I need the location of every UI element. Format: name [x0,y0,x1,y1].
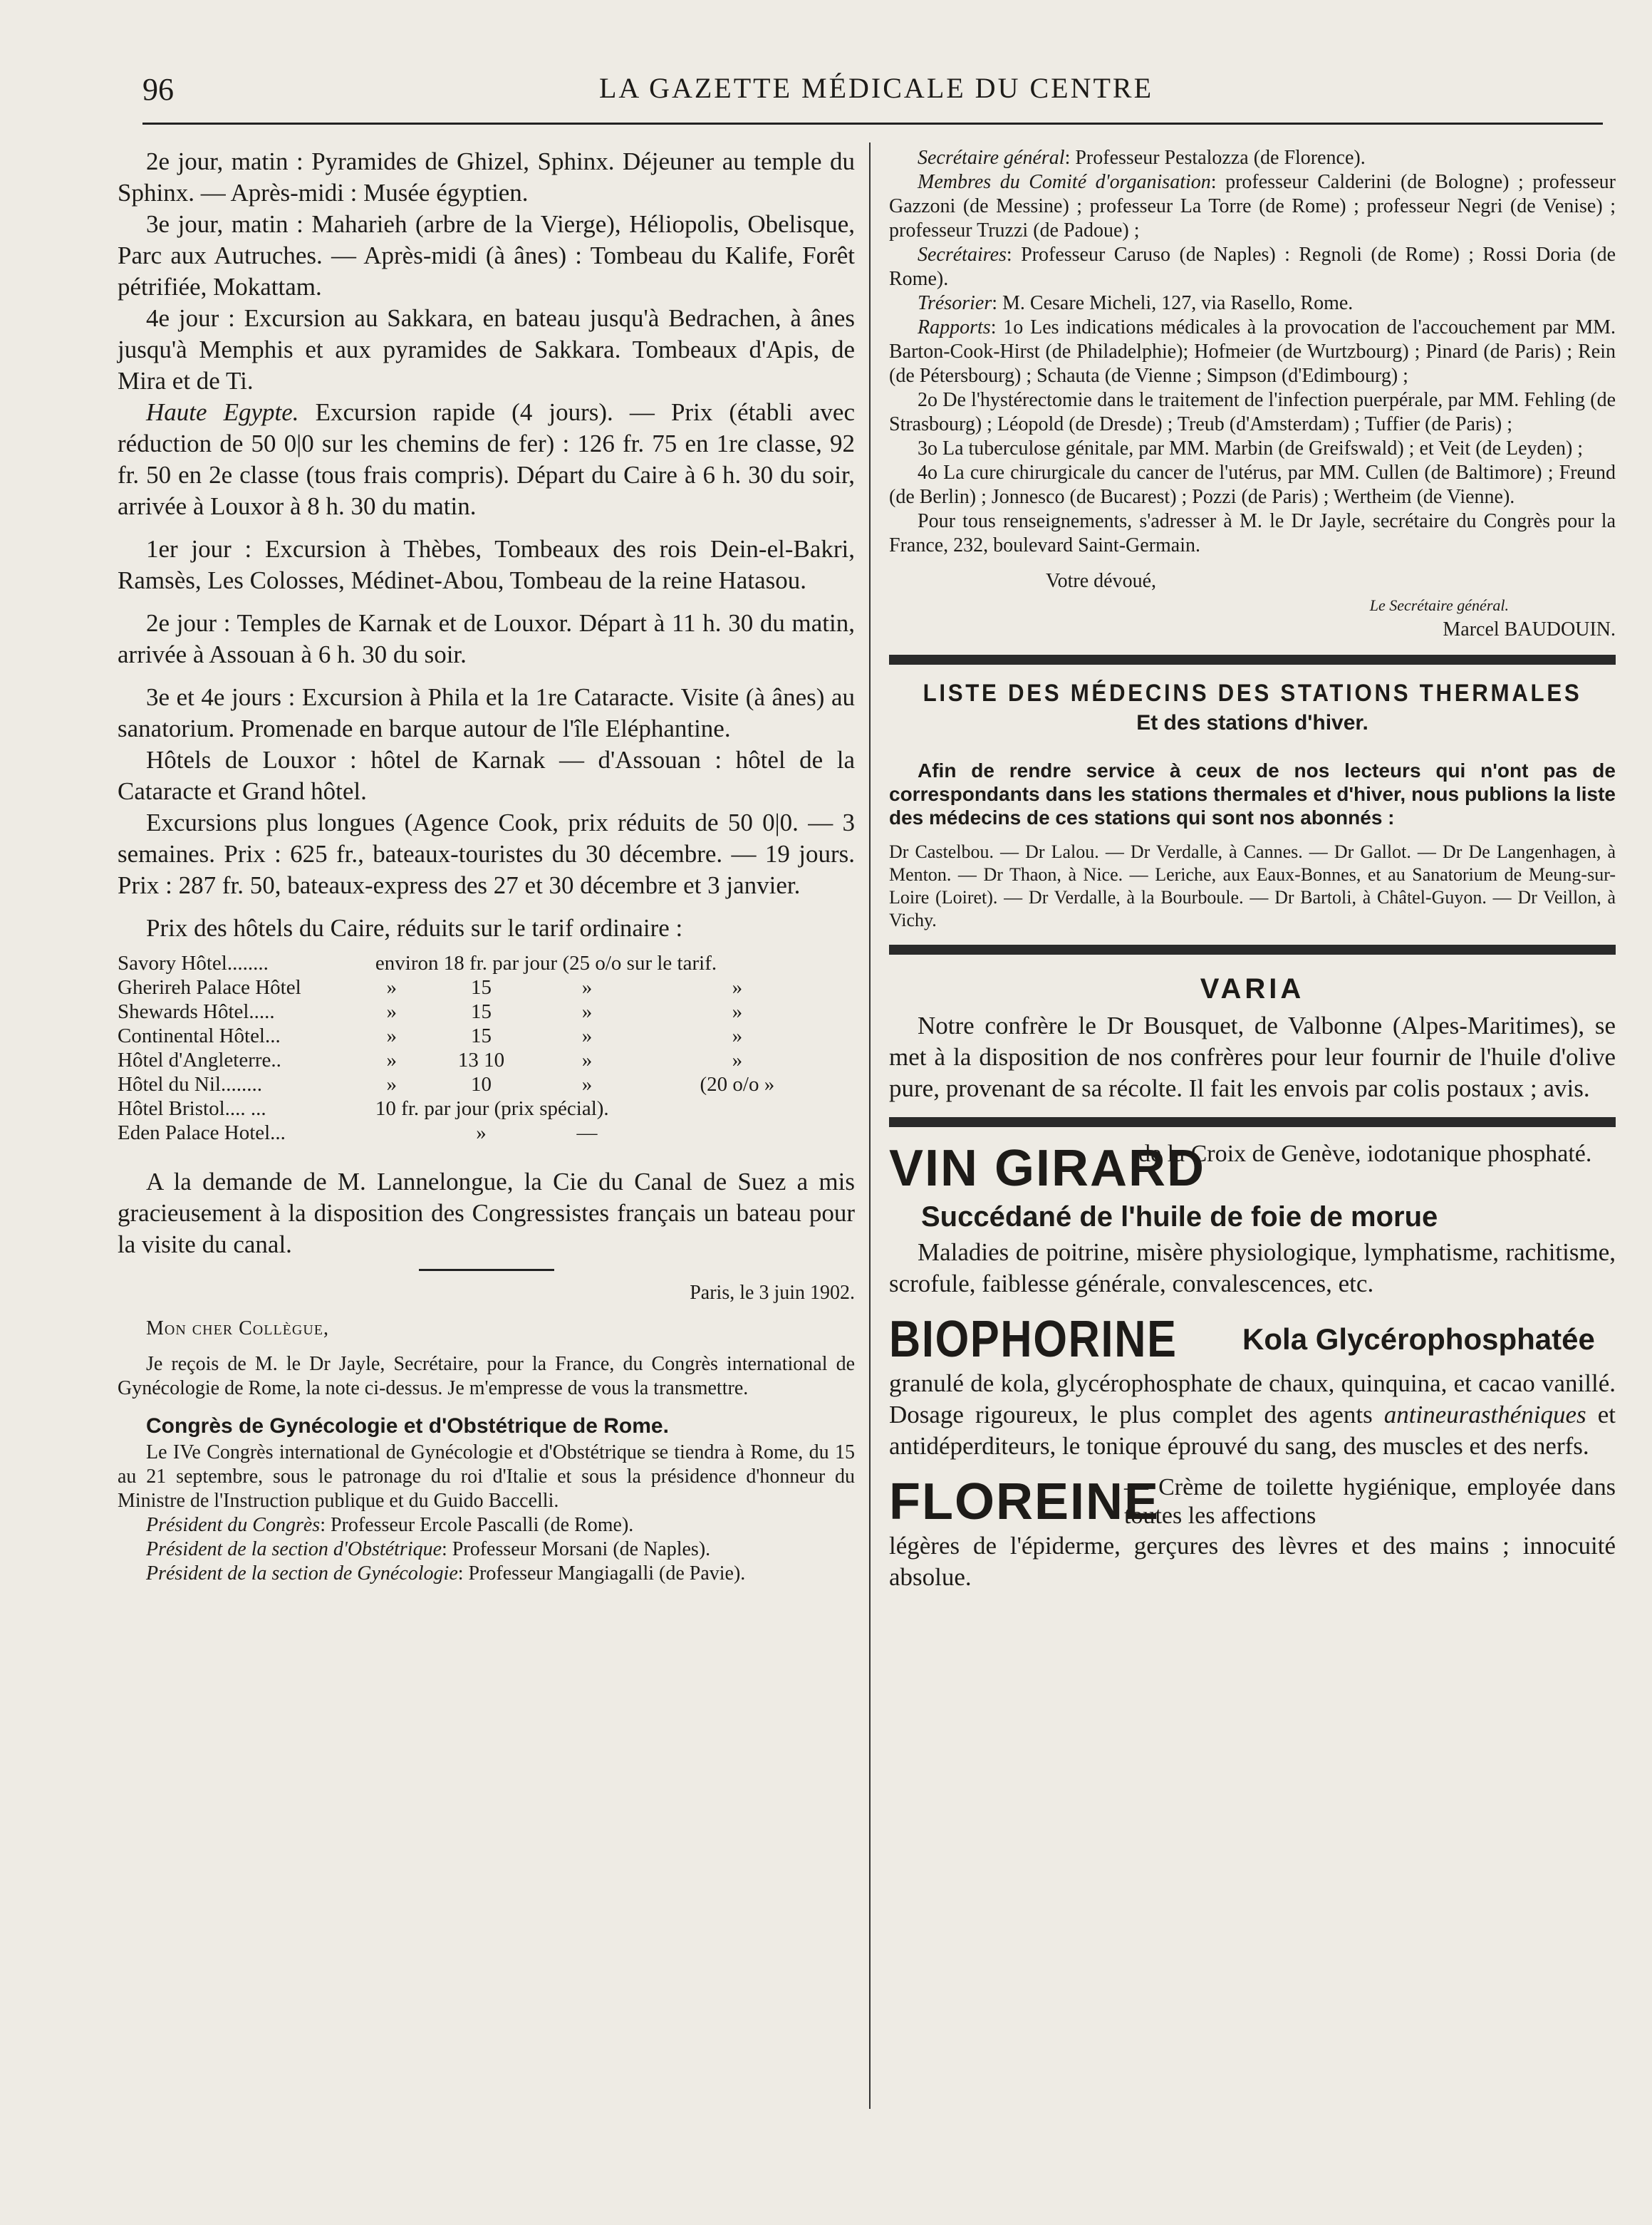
table-row: Hôtel du Nil........ » 10 » (20 o/o » [118,1073,775,1096]
ad-biophorine [889,1311,1616,1368]
list-body: Dr Castelbou. — Dr Lalou. — Dr Verdalle, à Cannes. — Dr Gallot. — Dr De Langenhagen, à Menton. — Dr Thaon, à Nice. — Leriche, aux Eaux-Bonnes, et au Sanatorium de Meung-sur-Loire (Loiret). — Dr Verdalle, à la Bourboule. — Dr Bartoli, à Châtel-Guyon. — Dr Veillon, à Vichy. [889,841,1616,930]
table-row: Continental Hôtel... » 15 » » [118,1025,743,1047]
table-row: Hôtel Bristol.... ... 10 fr. par jour (prix spécial). [118,1097,609,1120]
section-rule [889,945,1616,955]
ad-floreine-text: — Crème de toilette hygiénique, employée dans toutes les affections [1124,1474,1616,1529]
running-title: LA GAZETTE MÉDICALE DU CENTRE [598,72,1153,104]
section-rule [889,655,1616,665]
paragraph-hotel-prices: Prix des hôtels du Caire, réduits sur le tarif ordinaire : [146,914,683,942]
congress-body: Le IVe Congrès international de Gynécologie et d'Obstétrique se tiendra à Rome, du 15 au 21 septembre, sous le patronage du roi d'Italie et sous la présidence d'honneur du Ministre de l'Instruction publique et du Guido Baccelli. [118,1441,855,1512]
table-row: Eden Palace Hotel... » — [118,1121,598,1144]
president-obstetrique: Président de la section d'Obstétrique: Professeur Morsani (de Naples). [146,1538,711,1560]
table-row: Gherireh Palace Hôtel » 15 » » [118,976,743,999]
left-column [118,146,855,1586]
right-column [889,146,1616,1593]
haute-egypte-heading: Haute Egypte. [146,398,299,426]
paragraph-day3: 3e jour, matin : Maharieh (arbre de la Vierge), Héliopolis, Obelisque, Parc aux Autruches. — Après-midi (à ânes) : Tombeau du Kalife, Forêt pétrifiée, Mokattam. [118,210,855,301]
rapports-4: 4o La cure chirurgicale du cancer de l'utérus, par MM. Cullen (de Baltimore) ; Freund (de Berlin) ; Jonnesco (de Bucarest) ; Pozzi (de Paris) ; Wertheim (de Vienne). [889,462,1616,508]
page-header [142,71,1610,114]
letter-date: Paris, le 3 juin 1902. [690,1282,855,1304]
ad-vin-girard-subtitle: Succédané de l'huile de foie de morue [921,1201,1438,1233]
ad-vin-girard-text: de la Croix de Genève, iodotanique phosphaté. [1138,1141,1592,1167]
table-row: Hôtel d'Angleterre.. » 13 10 » » [118,1049,743,1072]
rapports-3: 3o La tuberculose génitale, par MM. Marbin (de Greifswald) ; et Veit (de Leyden) ; [918,437,1584,460]
president-gynecologie: Président de la section de Gynécologie: Professeur Mangiagalli (de Pavie). [146,1562,746,1585]
membres-comite: Membres du Comité d'organisation: professeur Calderini (de Bologne) ; professeur Gazzoni (de Messine) ; professeur La Torre (de Rome) ; professeur Negri (de Venise) ; professeur Truzzi (de Padoue) ; [889,171,1616,242]
congress-title: Congrès de Gynécologie et d'Obstétrique de Rome. [146,1414,669,1438]
paragraph-hotels-louxor: Hôtels de Louxor : hôtel de Karnak — d'Assouan : hôtel de la Cataracte et Grand hôtel. [118,746,855,805]
varia-title: VARIA [1200,973,1305,1005]
section-rule [889,1117,1616,1127]
varia-body: Notre confrère le Dr Bousquet, de Valbonne (Alpes-Maritimes), se met à la disposition de nos confrères pour leur fournir de l'huile d'olive pure, provenant de sa récolte. Il fait les envois par colis postaux ; avis. [889,1012,1616,1102]
header-rule [142,123,1603,125]
president-congres: Président du Congrès: Professeur Ercole Pascalli (de Rome). [146,1514,634,1536]
rapports-2: 2o De l'hystérectomie dans le traitement de l'infection puerpérale, par MM. Fehling (de Strasbourg) ; Léopold (de Dresde) ; Treub (d'Amsterdam) ; Tuffier (de Paris) ; [889,389,1616,435]
closing-devoue: Votre dévoué, [1046,570,1156,592]
secretaires: Secrétaires: Professeur Caruso (de Naples) : Regnoli (de Rome) ; Rossi Doria (de Rome). [889,244,1616,290]
column-divider [869,142,871,2109]
paragraph-excursions: Excursions plus longues (Agence Cook, prix réduits de 50 0|0. — 3 semaines. Prix : 625 fr., bateaux-touristes du 30 décembre. — 19 jours. Prix : 287 fr. 50, bateaux-express des 27 et 30 décembre et 3 janvier. [118,809,855,899]
ad-biophorine-tagline: Kola Glycérophosphatée [1242,1322,1595,1356]
signature-name: Marcel BAUDOUIN. [1443,618,1616,640]
signature-title: Le Secrétaire général. [1369,596,1509,614]
paragraph-day4: 4e jour : Excursion au Sakkara, en bateau jusqu'à Bedrachen, à ânes jusqu'à Memphis et aux pyramides de Sakkara. Tombeaux d'Apis, de Mira et de Ti. [118,304,855,395]
hotel-price-table [118,951,855,1145]
paragraph-canal-de-suez: A la demande de M. Lannelongue, la Cie du Canal de Suez a mis gracieusement à la disposition des Congressistes français un bateau pour la visite du canal. [118,1168,855,1258]
ad-floreine [889,1473,1616,1530]
list-subtitle: Et des stations d'hiver. [1136,711,1368,735]
tresorier: Trésorier: M. Cesare Micheli, 127, via Rasello, Rome. [918,292,1354,314]
rapports-1: Rapports: 1o Les indications médicales à la provocation de l'accouchement par MM. Barton-Cook-Hirst (de Philadelphie); Hofmeier (de Wurtzbourg) ; Pinard (de Paris) ; Rein (de Pétersbourg) ; Schauta (de Vienne ; Simpson (d'Edimbourg) ; [889,316,1616,387]
page-number: 96 [142,72,174,107]
brand-biophorine: BIOPHORINE [889,1311,1178,1368]
renseignements: Pour tous renseignements, s'adresser à M. le Dr Jayle, secrétaire du Congrès pour la France, 232, boulevard Saint-Germain. [889,510,1616,556]
ad-vin-girard-body: Maladies de poitrine, misère physiologique, lymphatisme, rachitisme, scrofule, faiblesse générale, convalescences, etc. [889,1238,1616,1297]
section-rule [419,1269,554,1271]
brand-floreine: FLOREINE [889,1473,1160,1530]
paragraph-third-fourth-day: 3e et 4e jours : Excursion à Phila et la 1re Cataracte. Visite (à ânes) au sanatorium. Promenade en barque autour de l'île Eléphantine. [118,683,855,742]
paragraph-first-day: 1er jour : Excursion à Thèbes, Tombeaux des rois Dein-el-Bakri, Ramsès, Les Colosses, Médinet-Abou, Tombeau de la reine Hatasou. [118,535,855,594]
secretaire-general: Secrétaire général: Professeur Pestalozza (de Florence). [918,147,1366,169]
letter-body: Je reçois de M. le Dr Jayle, Secrétaire, pour la France, du Congrès international de Gynécologie de Rome, la note ci-dessus. Je m'empresse de vous la transmettre. [118,1353,855,1399]
paragraph-day2: 2e jour, matin : Pyramides de Ghizel, Sphinx. Déjeuner au temple du Sphinx. — Après-midi : Musée égyptien. [118,147,855,207]
paragraph-haute-egypte: Haute Egypte. Excursion rapide (4 jours). — Prix (établi avec réduction de 50 0|0 sur les chemins de fer) : 126 fr. 75 en 1re classe, 92 fr. 50 en 2e classe (tous frais compris). Départ du Caire à 6 h. 30 du soir, arrivée à Louxor à 8 h. 30 du matin. [118,398,855,520]
brand-vin-girard: VIN GIRARD [889,1140,1206,1197]
list-title: LISTE DES MÉDECINS DES STATIONS THERMALES [923,680,1582,707]
list-intro: Afin de rendre service à ceux de nos lecteurs qui n'ont pas de correspondants dans les stations thermales et d'hiver, nous publions la liste des médecins de ces stations qui sont nos abonnés : [889,759,1616,829]
table-row: Savory Hôtel........ environ 18 fr. par jour (25 o/o sur le tarif. [118,952,717,975]
paragraph-second-day: 2e jour : Temples de Karnak et de Louxor. Départ à 11 h. 30 du matin, arrivée à Assouan à 6 h. 30 du soir. [118,609,855,668]
ad-biophorine-body: granulé de kola, glycérophosphate de chaux, quinquina, et cacao vanillé. Dosage rigoureux, le plus complet des agents antineurasthéniques et antidéperditeurs, le tonique éprouvé du sang, des muscles et des nerfs. [889,1369,1616,1460]
ad-vin-girard [889,1140,1616,1197]
letter-salutation: Mon cher Collègue, [146,1317,329,1339]
table-row: Shewards Hôtel..... » 15 » » [118,1000,743,1023]
ad-floreine-body: légères de l'épiderme, gerçures des lèvres et des mains ; innocuité absolue. [889,1532,1616,1591]
